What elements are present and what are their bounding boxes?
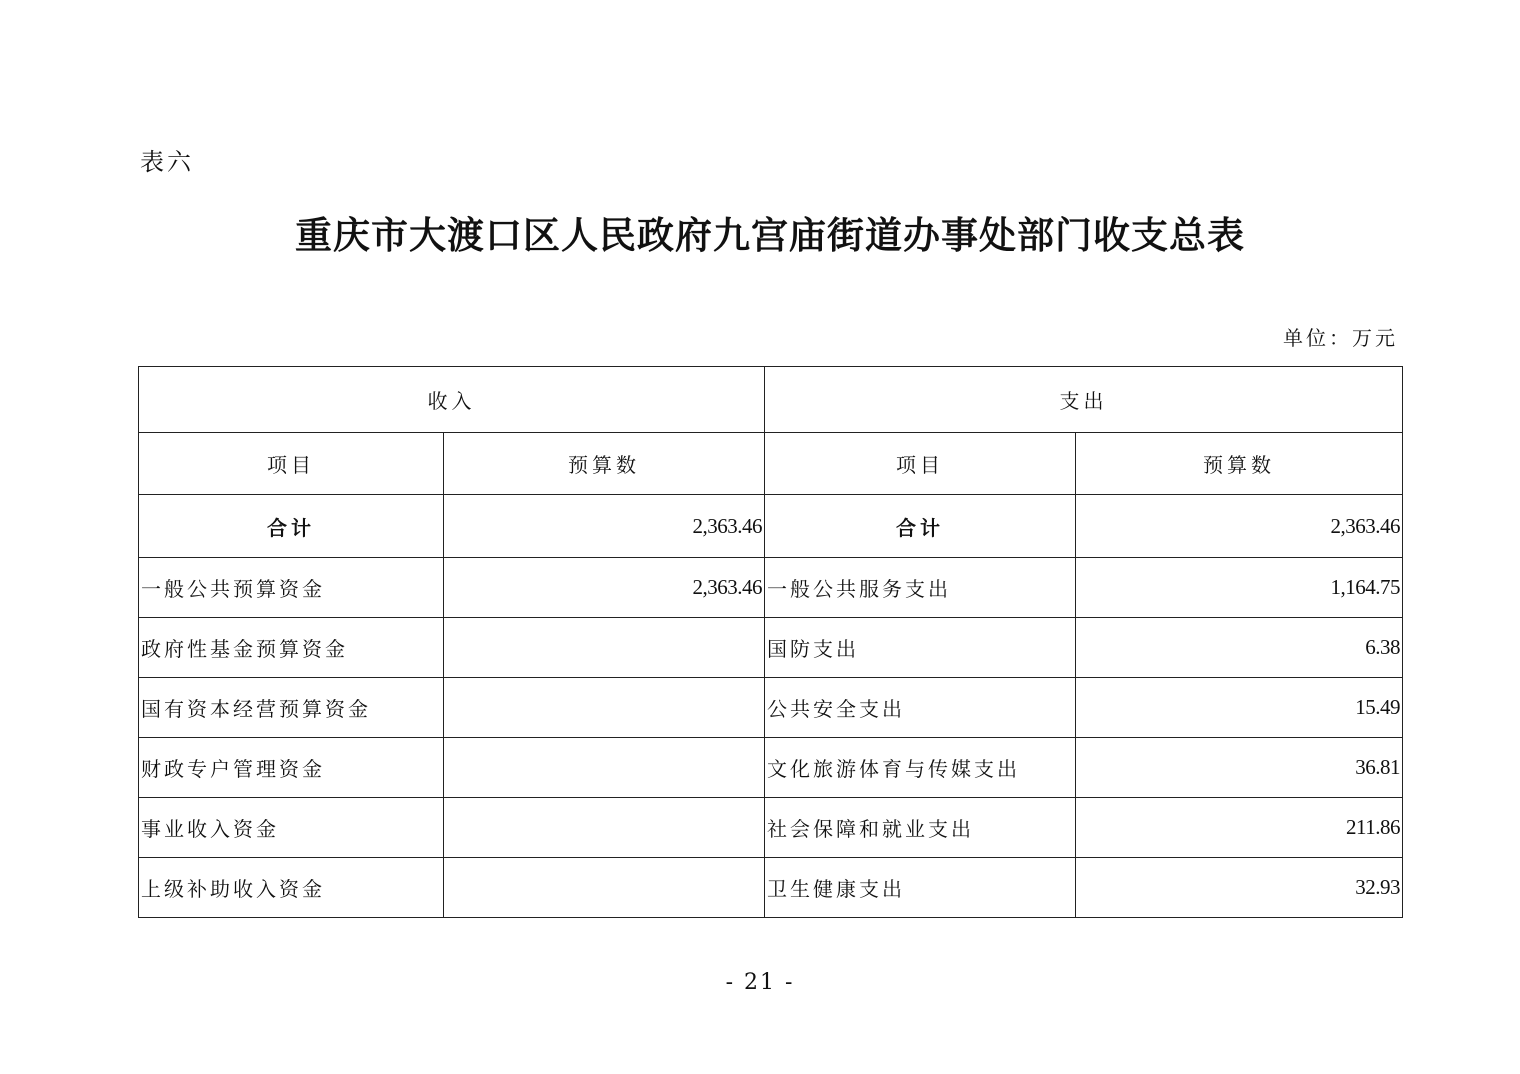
income-total-label: 合计	[139, 495, 444, 558]
expense-item-header: 项目	[765, 433, 1076, 495]
income-item: 事业收入资金	[139, 798, 444, 858]
income-group-header: 收入	[139, 367, 765, 433]
table-row	[139, 558, 1403, 618]
unit-note: 单位：万元	[1283, 326, 1398, 350]
expense-item: 文化旅游体育与传媒支出	[765, 738, 1076, 798]
table-row	[139, 678, 1403, 738]
table-row	[139, 618, 1403, 678]
table-label: 表六	[140, 148, 194, 176]
expense-item: 公共安全支出	[765, 678, 1076, 738]
expense-item: 卫生健康支出	[765, 858, 1076, 918]
page-number: - 21 -	[725, 970, 795, 995]
income-item: 政府性基金预算资金	[139, 618, 444, 678]
table-row	[139, 858, 1403, 918]
expense-group-header: 支出	[765, 367, 1403, 433]
income-value: 2,363.46	[444, 558, 765, 618]
expense-value: 36.81	[1076, 738, 1403, 798]
total-row	[139, 495, 1403, 558]
income-value	[444, 678, 765, 738]
expense-value: 15.49	[1076, 678, 1403, 738]
budget-table	[138, 366, 1403, 918]
income-item: 国有资本经营预算资金	[139, 678, 444, 738]
income-item-header: 项目	[139, 433, 444, 495]
column-header-row	[139, 433, 1403, 495]
income-value	[444, 738, 765, 798]
income-budget-header: 预算数	[444, 433, 765, 495]
income-item: 一般公共预算资金	[139, 558, 444, 618]
expense-value: 6.38	[1076, 618, 1403, 678]
income-item: 财政专户管理资金	[139, 738, 444, 798]
expense-value: 211.86	[1076, 798, 1403, 858]
expense-total-label: 合计	[765, 495, 1076, 558]
table-row	[139, 738, 1403, 798]
page-title: 重庆市大渡口区人民政府九宫庙街道办事处部门收支总表	[295, 213, 1245, 257]
expense-value: 32.93	[1076, 858, 1403, 918]
income-total-value: 2,363.46	[444, 495, 765, 558]
expense-item: 国防支出	[765, 618, 1076, 678]
table-row	[139, 798, 1403, 858]
expense-item: 一般公共服务支出	[765, 558, 1076, 618]
expense-item: 社会保障和就业支出	[765, 798, 1076, 858]
expense-budget-header: 预算数	[1076, 433, 1403, 495]
expense-total-value: 2,363.46	[1076, 495, 1403, 558]
income-value	[444, 858, 765, 918]
income-item: 上级补助收入资金	[139, 858, 444, 918]
group-header-row	[139, 367, 1403, 433]
income-value	[444, 798, 765, 858]
expense-value: 1,164.75	[1076, 558, 1403, 618]
income-value	[444, 618, 765, 678]
